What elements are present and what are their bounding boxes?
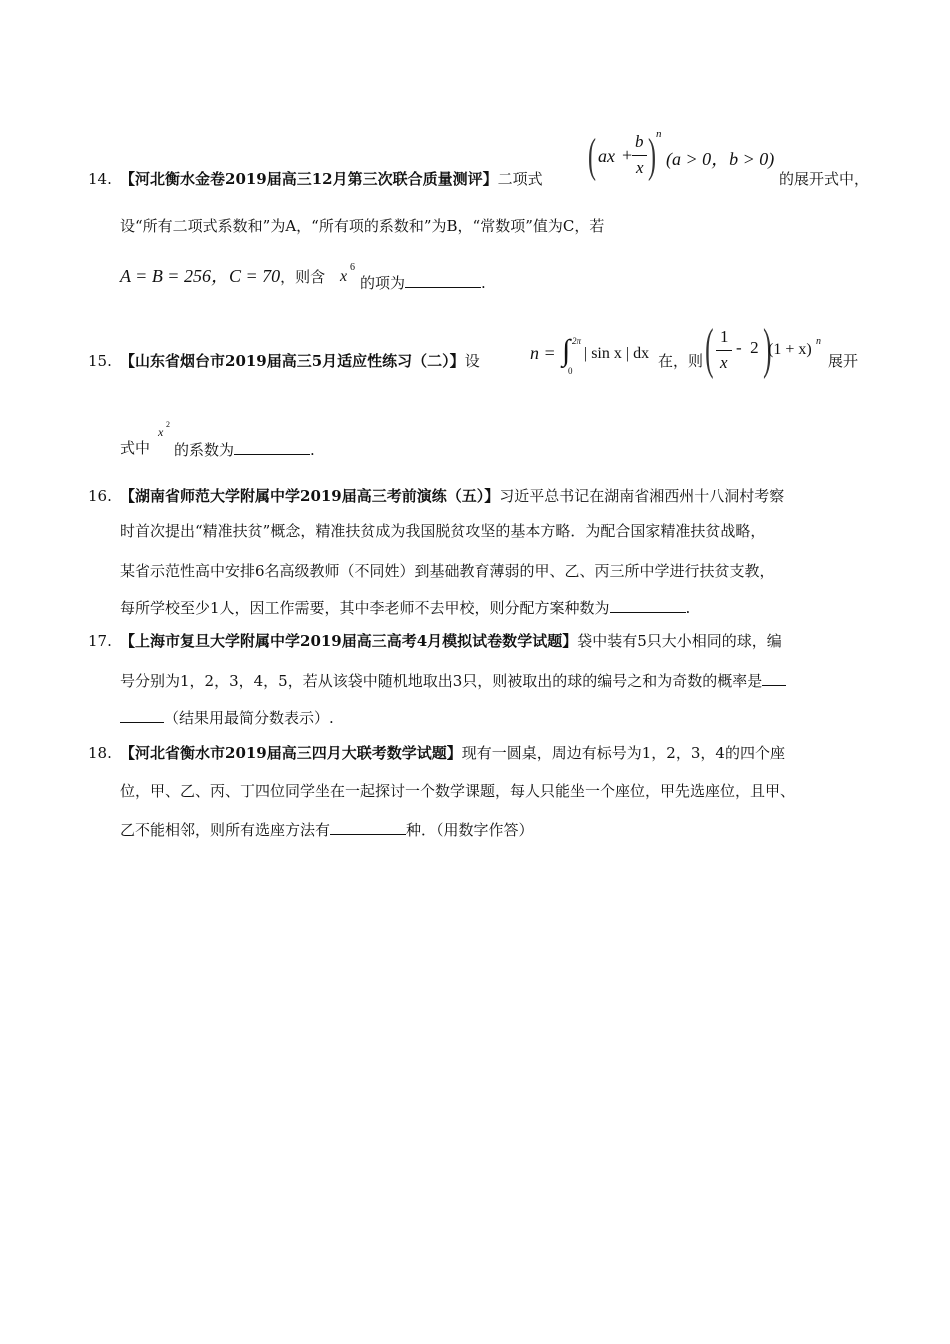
problem-text: 乙不能相邻，则所有选座方法有 — [120, 821, 331, 839]
problem-line — [120, 266, 325, 287]
problem-text: . — [310, 441, 315, 459]
fraction-bar — [716, 350, 732, 351]
problem-source: 【河北省衡水市2019届高三四月大联考数学试题】 — [120, 744, 462, 762]
problem-line — [174, 438, 315, 460]
problem-source: 【河北衡水金卷2019届高三12月第三次联合质量测评】 — [120, 170, 498, 188]
problem-line — [120, 486, 784, 506]
fraction-bar — [632, 155, 647, 156]
problem-text: 每所学校至少1人，因工作需要，其中李老师不去甲校，则分配方案种数为 — [120, 599, 610, 617]
problem-source: 【山东省烟台市2019届高三5月适应性练习（二）】 — [120, 352, 465, 370]
problem-text: ，则含 — [280, 268, 326, 286]
problem-line — [120, 596, 690, 618]
math-variable: x — [340, 268, 348, 285]
problem-number: 14. — [88, 170, 112, 188]
problem-text: 的项为 — [360, 274, 406, 292]
problem-text: . — [481, 274, 486, 292]
math-exponent: n — [656, 128, 662, 140]
problem-line — [120, 631, 782, 651]
problem-number: 16. — [88, 487, 112, 505]
integral-lower-limit: 0 — [568, 366, 573, 376]
math-condition: (a > 0，b > 0) — [666, 149, 775, 169]
problem-source: 【上海市复旦大学附属中学2019届高三高考4月模拟试卷数学试题】 — [120, 632, 578, 650]
problem-text: 号分别为1，2，3，4，5，若从该袋中随机地取出3只，则被取出的球的编号之和为奇数的概率是 — [120, 672, 763, 690]
problem-text: 设 — [464, 352, 480, 370]
integral-upper-limit: 2π — [572, 336, 582, 346]
problem-line: 设“所有二项式系数和”为A，“所有项的系数和”为B，“常数项”值为C，若 — [120, 217, 605, 235]
problem-text: （结果用最简分数表示）. — [164, 709, 334, 727]
problem-text: 习近平总书记在湖南省湘西州十八洞村考察 — [499, 487, 785, 505]
problem-text: 式中 — [120, 439, 151, 457]
integrand: | sin x | dx — [584, 345, 650, 362]
answer-blank[interactable] — [610, 596, 686, 613]
math-variable: x — [158, 425, 164, 439]
problem-line — [120, 351, 480, 371]
problem-text: . — [685, 599, 691, 617]
math-term: ax — [598, 146, 615, 166]
problem-line — [120, 818, 534, 840]
math-exponent: 6 — [350, 262, 355, 273]
problem-text: 袋中装有5只大小相同的球，编 — [577, 632, 782, 650]
math-exponent: n — [816, 336, 821, 347]
math-term: - 2 — [736, 338, 759, 357]
problem-text: 二项式 — [497, 170, 543, 188]
problem-line — [120, 169, 543, 189]
problem-text: 现有一圆桌，周边有标号为1，2，3，4的四个座 — [461, 744, 785, 762]
fraction-numerator: 1 — [720, 327, 729, 346]
problem-number: 15. — [88, 352, 112, 370]
problem-line: 某省示范性高中安排6名高级教师（不同姓）到基础教育薄弱的甲、乙、丙三所中学进行扶贫支教， — [120, 562, 775, 580]
answer-blank[interactable] — [234, 438, 310, 455]
math-exponent: 2 — [166, 420, 170, 429]
problem-line: 位，甲、乙、丙、丁四位同学坐在一起探讨一个数学课题，每人只能坐一个座位，甲先选座位，且甲、 — [120, 782, 796, 800]
problem-number: 17. — [88, 632, 112, 650]
math-term: n = — [530, 343, 556, 363]
answer-blank[interactable] — [330, 818, 406, 835]
problem-line — [120, 706, 334, 728]
problem-text: 展开 — [828, 352, 859, 370]
fraction-numerator: b — [635, 132, 644, 151]
problem-line: 时首次提出“精准扶贫”概念，精准扶贫成为我国脱贫攻坚的基本方略．为配合国家精准扶贫战略， — [120, 522, 766, 540]
math-operator: + — [622, 145, 633, 165]
integral-sign-icon: ∫ — [562, 334, 571, 367]
fraction-denominator: x — [720, 353, 728, 372]
fraction-denominator: x — [636, 158, 644, 177]
problem-number: 18. — [88, 744, 112, 762]
problem-line — [120, 669, 786, 691]
answer-blank[interactable] — [762, 669, 786, 686]
math-equation: A = B = 256，C = 70 — [120, 266, 281, 286]
problem-text: 种．（用数字作答） — [406, 821, 534, 839]
problem-text: 的系数为 — [174, 441, 235, 459]
binomial-term: (1 + x) — [768, 341, 812, 358]
problem-line — [360, 271, 486, 293]
problem-line — [120, 743, 785, 763]
answer-blank[interactable] — [405, 271, 481, 288]
problem-text: 在，则 — [658, 352, 704, 370]
answer-blank[interactable] — [120, 706, 164, 723]
problem-text: 的展开式中， — [779, 170, 870, 188]
problem-source: 【湖南省师范大学附属中学2019届高三考前演练（五）】 — [120, 487, 500, 505]
